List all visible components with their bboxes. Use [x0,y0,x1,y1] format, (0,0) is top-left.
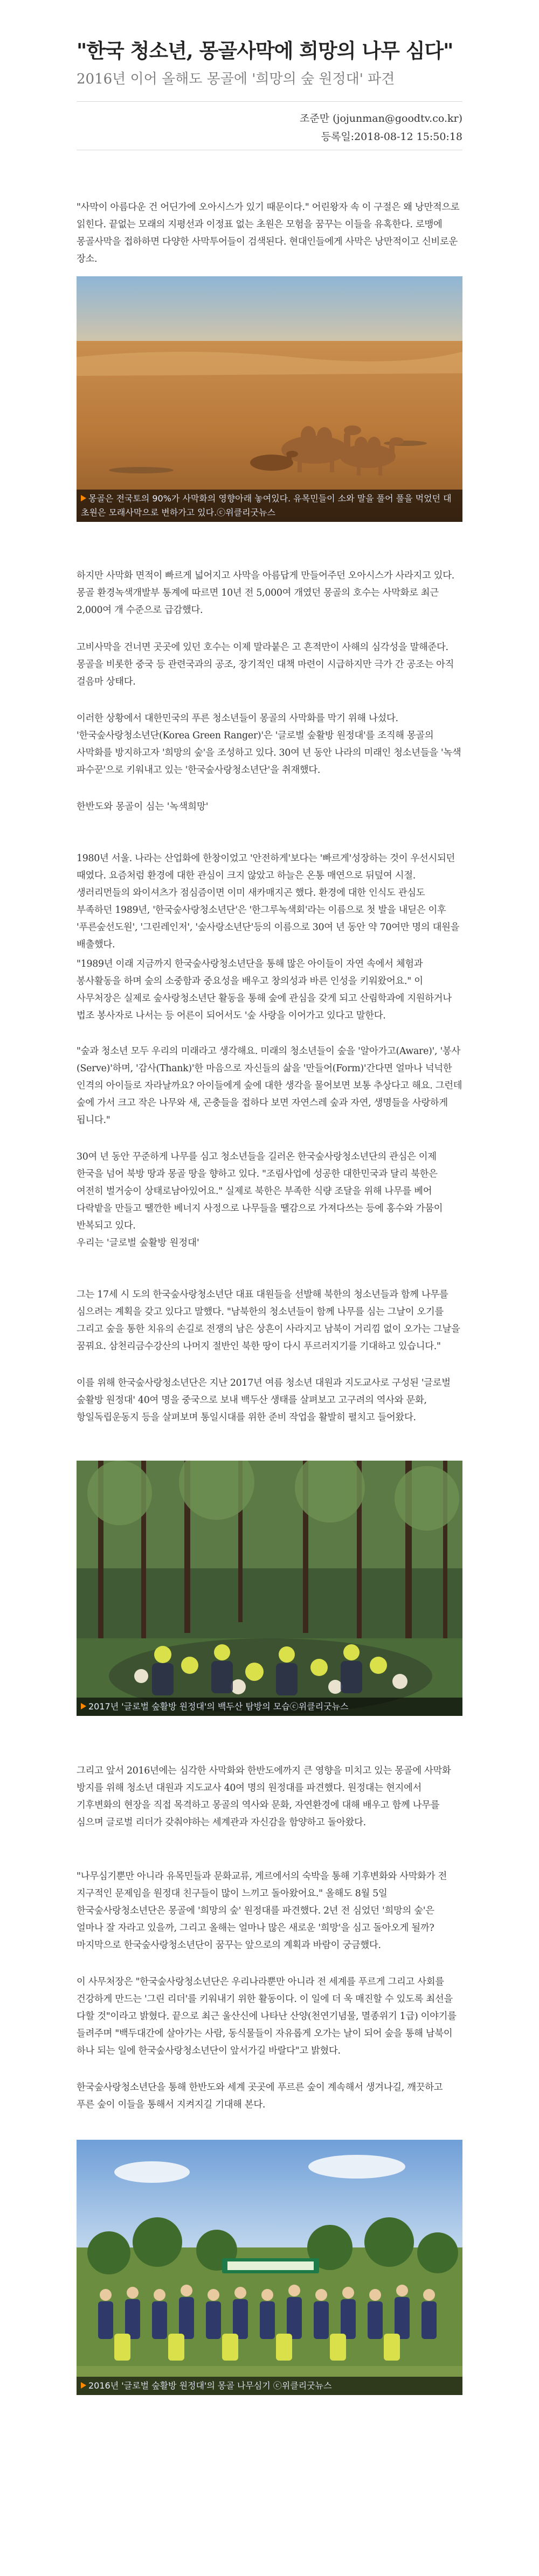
photo-caption-forest [77,1698,462,1716]
section-heading-global-expedition: 우리는 '글로벌 숲활방 원정대' [77,1238,199,1248]
article-title: "한국 청소년, 몽골사막에 희망의 나무 심다" [77,39,453,62]
caption-marker-icon [81,2382,86,2389]
paragraph-green-ranger: 이러한 상황에서 대한민국의 푸른 청소년들이 몽골의 사막화를 막기 위해 나섰다. '한국숲사랑청소년단(Korea Green Ranger)'은 '글로벌 숲활방 원정대'를 조직해 몽골의 사막화를 방지하고자 '희망의 숲'을 조성하고 있다. 30여 년 동안 나라의 미래인 청소년들을 '녹색 파수꾼'으로 키워내고 있는 '한국숲사랑청소년단'을 취재했다. [77,713,461,776]
paragraph-exchange: "나무심기뿐만 아니라 유목민들과 문화교류, 게르에서의 숙박을 통해 기후변화와 사막화가 전 지구적인 문제임을 원정대 친구들이 많이 느끼고 돌아왔어요." 올해도 8월 5일 한국숲사랑청소년단은 몽골에 '희망의 숲' 원정대를 파견했다. 2년 전 심었던 '희망의 숲'은 얼마나 잘 자라고 있을까, 그리고 올해는 얼마나 많은 새로운 '희망'을 심고 돌아오게 될까? 마지막으로 한국숲사랑청소년단이 꿈꾸는 앞으로의 계획과 바람이 궁금했다. [77,1871,447,1951]
paragraph-intro: "사막이 아름다운 건 어딘가에 오아시스가 있기 때문이다." 어린왕자 속 이 구절은 왜 낭만적으로 읽힌다. 끝없는 모래의 지평선과 이정표 없는 초원은 모험을 꿈꾸는 이들을 유혹한다. 로맹에 몽골사막을 접하하면 다양한 사막투어들이 검색된다. 현대인들에게 사막은 낭만적이고 신비로운 장소. [77,202,460,264]
caption-text: 몽골은 전국토의 90%가 사막화의 영향아래 놓여있다. 유목민들이 소와 말을 풀어 풀을 먹었던 대초원은 모래사막으로 변하가고 있다.ⓒ위클리굿뉴스 [81,493,452,518]
caption-marker-icon [81,1703,86,1709]
forest-expedition-image [77,1461,462,1716]
paragraph-2016: 그리고 앞서 2016년에는 심각한 사막화와 한반도에까지 큰 영향을 미치고 있는 몽골에 사막화 방지를 위해 청소년 대원과 지도교사 40여 명의 원정대를 파견했다. 원정대는 현지에서 기후변화의 현장을 직접 목격하고 몽골의 역사와 문화, 자연환경에 대해 배우고 함께 나무를 심으며 글로벌 리더가 갖춰야하는 세계관과 자신감을 함양하고 돌아왔다. [77,1765,451,1828]
paragraph-closing: 한국숲사랑청소년단을 통해 한반도와 세계 곳곳에 푸르른 숲이 계속해서 생겨나길, 깨끗하고 푸른 숲이 이들을 통해서 지켜지길 기대해 본다. [77,2082,443,2110]
tree-planting-image [77,2140,462,2395]
paragraph-north-korea: 30여 년 동안 꾸준하게 나무를 심고 청소년들을 길러온 한국숲사랑청소년단의 관심은 이제 한국을 넘어 북방 땅과 몽골 땅을 향하고 있다. "조림사업에 성공한 대한민국과 달리 북한은 여전히 벌거숭이 상태로남아있어요." 실제로 북한은 부족한 식량 조달을 위해 나무를 베어 다락밭을 만들고 땔깐한 베너지 사정으로 나무들을 땔감으로 가져다쓰는 등에 홍수와 가뭄이 반복되고 있다. [77,1151,443,1231]
caption-text: 2016년 '글로벌 숲활방 원정대'의 몽골 나무심기 ⓒ위클리굿뉴스 [88,2380,332,2391]
header-divider [77,101,462,102]
photo-caption-planting [77,2377,462,2395]
article-byline[interactable]: 조준만 (jojunman@goodtv.co.kr) [300,113,462,124]
paragraph-activities: "1989년 이래 지금까지 한국숲사랑청소년단을 통해 많은 아이들이 자연 속에서 체험과 봉사활동을 하며 숲의 소중함과 중요성을 배우고 창의성과 바른 인성을 키워왔어요." 이 사무처장은 실제로 숲사랑청소년단 활동을 통해 숲에 관심을 갖게 되고 산림학과에 지원하거나 법조 봉사자로 나서는 등 어른이 되어서도 '숲 사랑을 이어가고 있다고 말한다. [77,959,452,1021]
paragraph-oasis: 하지만 사막화 면적이 빠르게 넓어지고 사막을 아름답게 만들어주던 오아시스가 사라지고 있다. 몽골 환경녹색개발부 통계에 따르면 10년 전 5,000여 개였던 몽골의 호수는 사막화로 최근 2,000여 개 수준으로 급감했다. [77,570,454,616]
tree-planting-photo [77,2140,462,2395]
paragraph-vision: 이 사무처장은 "한국숲사랑청소년단은 우리나라뿐만 아니라 전 세계를 푸르게 그리고 사회를 건강하게 만드는 '그린 리더'를 키워내기 위한 활동이다. 이 일에 더 욱 매진할 수 있도록 최선을 다할 것"이라고 밝혔다. 끝으로 최근 울산신에 나타난 산양(천연기념물, 멸종위기 1급) 이야기를 들려주며 "백두대간에 살아가는 사람, 동식물들이 자유롭게 오가는 날이 되어 숲을 통해 남북이 하나 되는 일에 한국숲사랑청소년단이 앞서가길 바랄다"고 밝혔다. [77,1977,457,2056]
paragraph-gobi: 고비사막을 건너면 곳곳에 있던 호수는 이제 말라붙은 고 흔적만이 사해의 심각성을 말해준다. 몽골을 비롯한 중국 등 관련국과의 공조, 장기적인 대책 마련이 시급하지만 극가 간 공조는 아직 걸음마 상태다. [77,642,454,687]
caption-marker-icon [81,495,86,501]
paragraph-history: 1980년 서울. 나라는 산업화에 한창이었고 '안전하게'보다는 '빠르게'성장하는 것이 우선시되던 때였다. 요즘처럼 환경에 대한 관심이 크지 않았고 하늘은 온통 매연으로 뒤덮여 시절. 생러리먼들의 와이셔츠가 점심즘이면 이미 새카매지곤 했다. 환경에 대한 인식도 관심도 부족하던 1989년, '한국숲사랑청소년단'은 '한그루녹색회'라는 이름으로 첫 발을 내딛은 이후 '푸른숲선도원', '그린레인저', '숲사랑소년단'등의 이름으로 30여 년 동안 약 70여만 명의 대원을 배출했다. [77,853,460,950]
caption-text: 2017년 '글로벌 숲활방 원정대'의 백두산 탐방의 모습ⓒ위클리굿뉴스 [88,1701,349,1712]
paragraph-plan: 그는 17세 시 도의 한국숲사랑청소년단 대표 대원들을 선발해 북한의 청소년들과 함께 나무를 심으려는 계획을 갖고 있다고 말했다. "남북한의 청소년들이 함께 나무를 심는 그날이 오기를 그리고 숲을 통한 치유의 손길로 전쟁의 남은 상흔이 사라지고 남북이 거리낌 없이 오가는 그날을 꿈꿔요. 삼천리금수강산의 나머지 절반인 북한 땅이 다시 푸르러지기를 기대하고 있습니다." [77,1289,460,1352]
paragraph-2017: 이를 위해 한국숲사랑청소년단은 지난 2017년 여름 청소년 대원과 지도교사로 구성된 '글로벌 숲활방 원정대' 40여 명을 중국으로 보내 백두산 생태를 살펴보고 고구려의 역사와 문화, 항일독립운동지 등을 살펴보며 통일시대를 위한 준비 작업을 활발히 펼치고 들어왔다. [77,1378,451,1423]
section-heading-green-hope: 한반도와 몽골이 심는 '녹색희망' [77,801,209,812]
desert-camels-image [77,276,462,522]
article-date: 등록일:2018-08-12 15:50:18 [321,131,462,143]
desert-camels-photo [77,276,462,522]
paragraph-quote-future: "숲과 청소년 모두 우리의 미래라고 생각해요. 미래의 청소년들이 숲을 '알아가고(Aware)', '봉사(Serve)'하며, '감사(Thank)'한 마음으로 자신들의 삶을 '만들어(Form)'간다면 얼마나 넉넉한 인격의 아이들로 자라날까요? 아이들에게 숲에 대한 생각을 물어보면 보통 추상다고 해요. 그런데 숲에 가서 크고 작은 나무와 새, 곤충들을 접하다 보면 자연스레 숲과 자연, 생명들을 사랑하게 됩니다." [77,1046,462,1126]
forest-expedition-photo [77,1461,462,1716]
article-subtitle: 2016년 이어 올해도 몽골에 '희망의 숲 원정대' 파견 [77,71,395,87]
photo-caption-desert [77,490,462,522]
